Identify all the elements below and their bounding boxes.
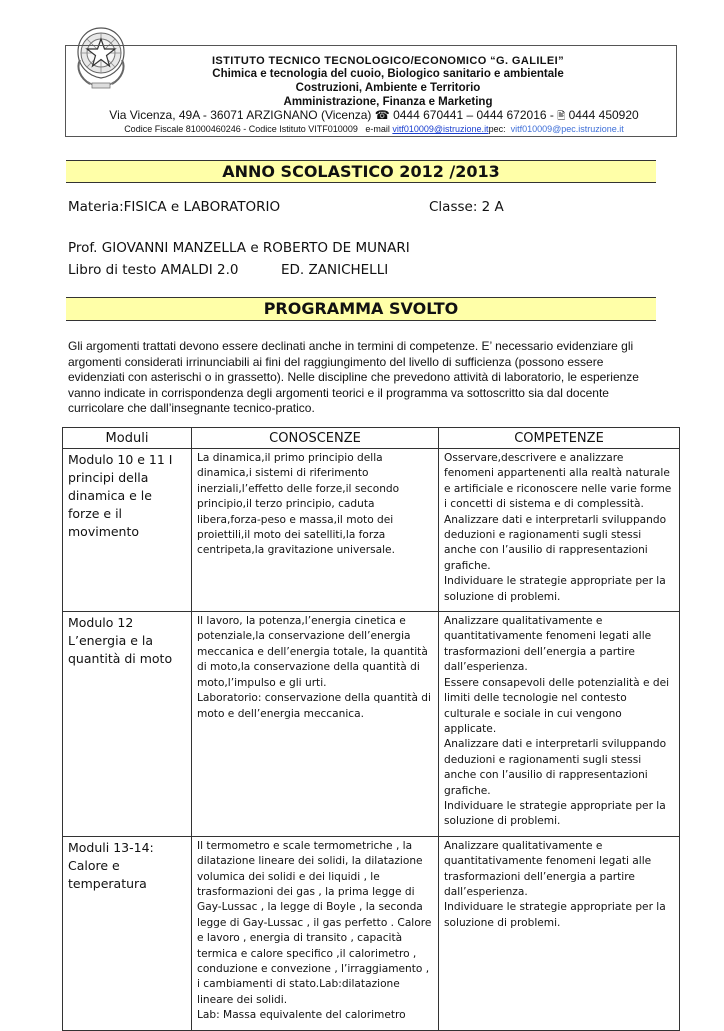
class: Classe: 2 A	[429, 199, 504, 215]
module-cell: Modulo 10 e 11 I principi della dinamica e le forze e il movimento	[63, 449, 192, 612]
phone-numbers: 0444 670441 – 0444 672016 -	[393, 108, 554, 122]
table-row	[63, 449, 680, 612]
institute-name: ISTITUTO TECNICO TECNOLOGICO/ECONOMICO “G. GALILEI”	[211, 55, 565, 67]
module-cell: Modulo 12 L’energia e la quantità di moto	[63, 612, 192, 837]
knowledge-cell: Il lavoro, la potenza,l’energia cinetica e potenziale,la conservazione dell’energia meccanica e dell’energia totale, la quantità di moto,la conservazione della quantità di moto,l’impulso e gli urti. Laboratorio: conservazione della quantità di moto e dell’energia meccanica.	[192, 612, 439, 837]
skills-cell: Analizzare qualitativamente e quantitativamente fenomeni legati alle trasformazioni dell’energia a partire dall’esperienza. Essere consapevoli delle potenzialità e dei limiti delle tecnologie nel contesto culturale e sociale in cui vengono applicate. Analizzare dati e interpretarli sviluppando deduzioni e ragionamenti sugli stessi anche con l’ausilio di rappresentazioni grafiche. Individuare le strategie appropriate per la soluzione di problemi.	[439, 612, 680, 837]
teachers: Prof. GIOVANNI MANZELLA e ROBERTO DE MUNARI	[68, 240, 410, 256]
table-row	[63, 836, 680, 1030]
course-line-2: Costruzioni, Ambiente e Territorio	[295, 82, 481, 94]
table-header-row	[63, 428, 680, 449]
knowledge-cell: La dinamica,il primo principio della dinamica,i sistemi di riferimento inerziali,l’effetto delle forze,il secondo principio,il terzo principio, caduta libera,forza-peso e massa,il moto dei proiettili,il moto dei satelliti,la forza centripeta,la gravitazione universale.	[192, 449, 439, 612]
textbook: Libro di testo AMALDI 2.0	[68, 262, 239, 278]
tax-codes: Codice Fiscale 81000460246 - Codice Istituto VITF010009	[124, 124, 358, 134]
table-row	[63, 612, 680, 837]
course-line-3: Amministrazione, Finanza e Marketing	[283, 96, 493, 108]
fax-icon: 🖹	[557, 111, 566, 122]
pec-address[interactable]: vitf010009@pec.istruzione.it	[510, 124, 624, 134]
header-moduli: Moduli	[63, 428, 192, 449]
skills-cell: Osservare,descrivere e analizzare fenomeni appartenenti alla realtà naturale e artificiale e riconoscere nelle varie forme i concetti di sistema e di complessità. Analizzare dati e interpretarli sviluppando deduzioni e ragionamenti sugli stessi anche con l’ausilio di rappresentazioni grafiche. Individuare le strategie appropriate per la soluzione di problemi.	[439, 449, 680, 612]
email-label: e-mail	[365, 124, 390, 134]
subject: Materia:FISICA e LABORATORIO	[68, 199, 281, 215]
phone-icon: ☎	[374, 108, 390, 122]
header-conoscenze: CONOSCENZE	[192, 428, 439, 449]
header-competenze: COMPETENZE	[439, 428, 680, 449]
knowledge-cell: Il termometro e scale termometriche , la dilatazione lineare dei solidi, la dilatazione volumica dei solidi e dei liquidi , le trasformazioni dei gas , la prima legge di Gay-Lussac , la legge di Boyle , la seconda legge di Gay-Lussac , il gas perfetto . Calore e lavoro , energia di transito , capacità termica e calore specifico ,il calorimetro , conduzione e convezione , l’irraggiamento , i cambiamenti di stato.Lab:dilatazione lineare dei solidi. Lab: Massa equivalente del calorimetro	[192, 836, 439, 1030]
course-line-1: Chimica e tecnologia del cuoio, Biologico sanitario e ambientale	[212, 68, 564, 80]
pec-label: pec:	[488, 124, 506, 134]
section-title-banner: PROGRAMMA SVOLTO	[66, 297, 656, 321]
school-year-banner: ANNO SCOLASTICO 2012 /2013	[66, 160, 656, 183]
email-link[interactable]: vitf010009@istruzione.it	[392, 124, 489, 134]
address: Via Vicenza, 49A - 36071 ARZIGNANO (Vicenza)	[109, 108, 372, 122]
skills-cell: Analizzare qualitativamente e quantitativamente fenomeni legati alle trasformazioni dell’energia a partire dall’esperienza. Individuare le strategie appropriate per la soluzione di problemi.	[439, 836, 680, 1030]
program-table	[62, 427, 680, 1031]
module-cell: Moduli 13-14: Calore e temperatura	[63, 836, 192, 1030]
intro-paragraph: Gli argomenti trattati devono essere declinati anche in termini di competenze. E’ necessario evidenziare gli argomenti considerati irrinunciabili ai fini del raggiungimento del livello di sufficienza (possono essere evidenziati con asterischi o in grassetto). Nelle discipline che prevedono attività di laboratorio, le esperienze vanno indicate in corrispondenza degli argomenti teorici e il programma va sottoscritto sia dal docente curricolare che dall’insegnante tecnico-pratico.	[68, 339, 639, 416]
codes-line	[74, 124, 674, 134]
fax-number: 0444 450920	[568, 108, 639, 122]
publisher: ED. ZANICHELLI	[281, 262, 389, 278]
